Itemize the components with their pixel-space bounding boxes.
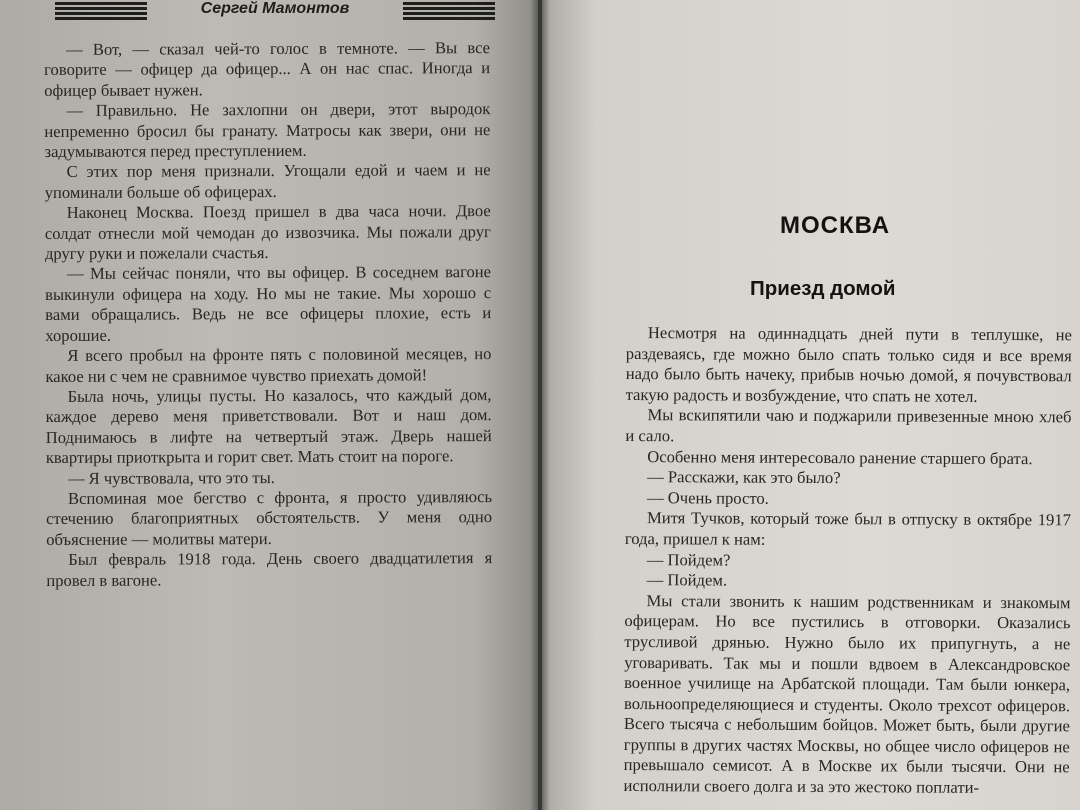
- book-gutter: [530, 0, 550, 810]
- author-name: Сергей Мамонтов: [200, 0, 350, 17]
- paragraph: — Очень просто.: [647, 487, 769, 508]
- paragraph: Несмотря на одиннадцать дней пути в теплушке, не раздеваясь, где можно было спать только сидя и все время надо было быть начеку, прибыв ночью домой, я почувствовал такую радость и возбуждение, что спать не хотел.: [625, 323, 1072, 406]
- left-page-text: [44, 38, 492, 591]
- paragraph: С этих пор меня признали. Угощали едой и чаем и не упоминали больше об офицерах.: [44, 160, 491, 202]
- paragraph: Был февраль 1918 года. День своего двадцатилетия я провел в вагоне.: [46, 548, 493, 590]
- section-title: Приезд домой: [750, 277, 896, 300]
- paragraph: — Мы сейчас поняли, что вы офицер. В соседнем вагоне выкинули офицера на ходу. Но мы не такие. Мы хорошо с вами обращались. Ведь не все офицеры плохие, есть и хорошие.: [45, 262, 492, 345]
- paragraph: — Расскажи, как это было?: [647, 467, 841, 488]
- paragraph: Была ночь, улицы пусты. Но казалось, что каждый дом, каждое дерево меня приветствовали. Вот и наш дом. Поднимаюсь в лифте на четвертый этаж. Дверь нашей квартиры приоткрыта и горит свет. Мать стоит на пороге.: [45, 384, 492, 468]
- paragraph: Я всего пробыл на фронте пять с половиной месяцев, но какое ни с чем не сравнимое чувство приехать домой!: [45, 344, 492, 386]
- paragraph: Митя Тучков, который тоже был в отпуску в октябре 1917 года, пришел к нам:: [624, 508, 1072, 549]
- right-page: [542, 0, 1080, 810]
- chapter-title: МОСКВА: [780, 212, 891, 239]
- paragraph: — Я чувствовала, что это ты.: [67, 467, 275, 488]
- paragraph: — Вот, — сказал чей-то голос в темноте. — Вы все говорите — офицер да офицер... А он нас спас. Иногда и офицер бывает нужен.: [44, 38, 491, 100]
- paragraph: Вспоминая мое бегство с фронта, я просто удивляюсь стечению благоприятных обстоятельств. У меня одно объяснение — молитвы матери.: [46, 486, 493, 549]
- right-page-text: [624, 323, 1072, 799]
- paragraph: — Пойдем.: [646, 570, 728, 590]
- paragraph: Особенно меня интересовало ранение старшего брата.: [647, 446, 1033, 468]
- paragraph: — Пойдем?: [646, 549, 731, 570]
- paragraph: Наконец Москва. Поезд пришел в два часа ночи. Двое солдат отнесли мой чемодан до извозчика. Мы пожали друг другу руки и пожелали счастья.: [44, 201, 491, 264]
- paragraph: Мы стали звонить к нашим родственникам и знакомым офицерам. Но все пустились в отговорки. Оказались трусливой дрянью. Нужно было их припугнуть, а не уговаривать. Так мы и пошли вдвоем в Александровское военное училище на Арбатской площади. Там были юнкера, вольноопределяющиеся и студенты. Около трехсот офицеров. Всего тысяча с небольшим бойцов. Может быть, были другие группы в других частях Москвы, но общее число офицеров не превышало семисот. А в Москве их были тысячи. Они не исполнили своего долга и за это жестоко поплати-: [623, 590, 1071, 797]
- left-page: [0, 0, 538, 810]
- paragraph: Мы вскипятили чаю и поджарили привезенные мною хлеб и сало.: [625, 405, 1072, 446]
- running-head: [55, 0, 495, 22]
- header-stripes-right: [403, 2, 495, 20]
- paragraph: — Правильно. Не захлопни он двери, этот выродок непременно бросил бы гранату. Матросы как звери, они не задумываются перед преступлением.: [44, 99, 491, 162]
